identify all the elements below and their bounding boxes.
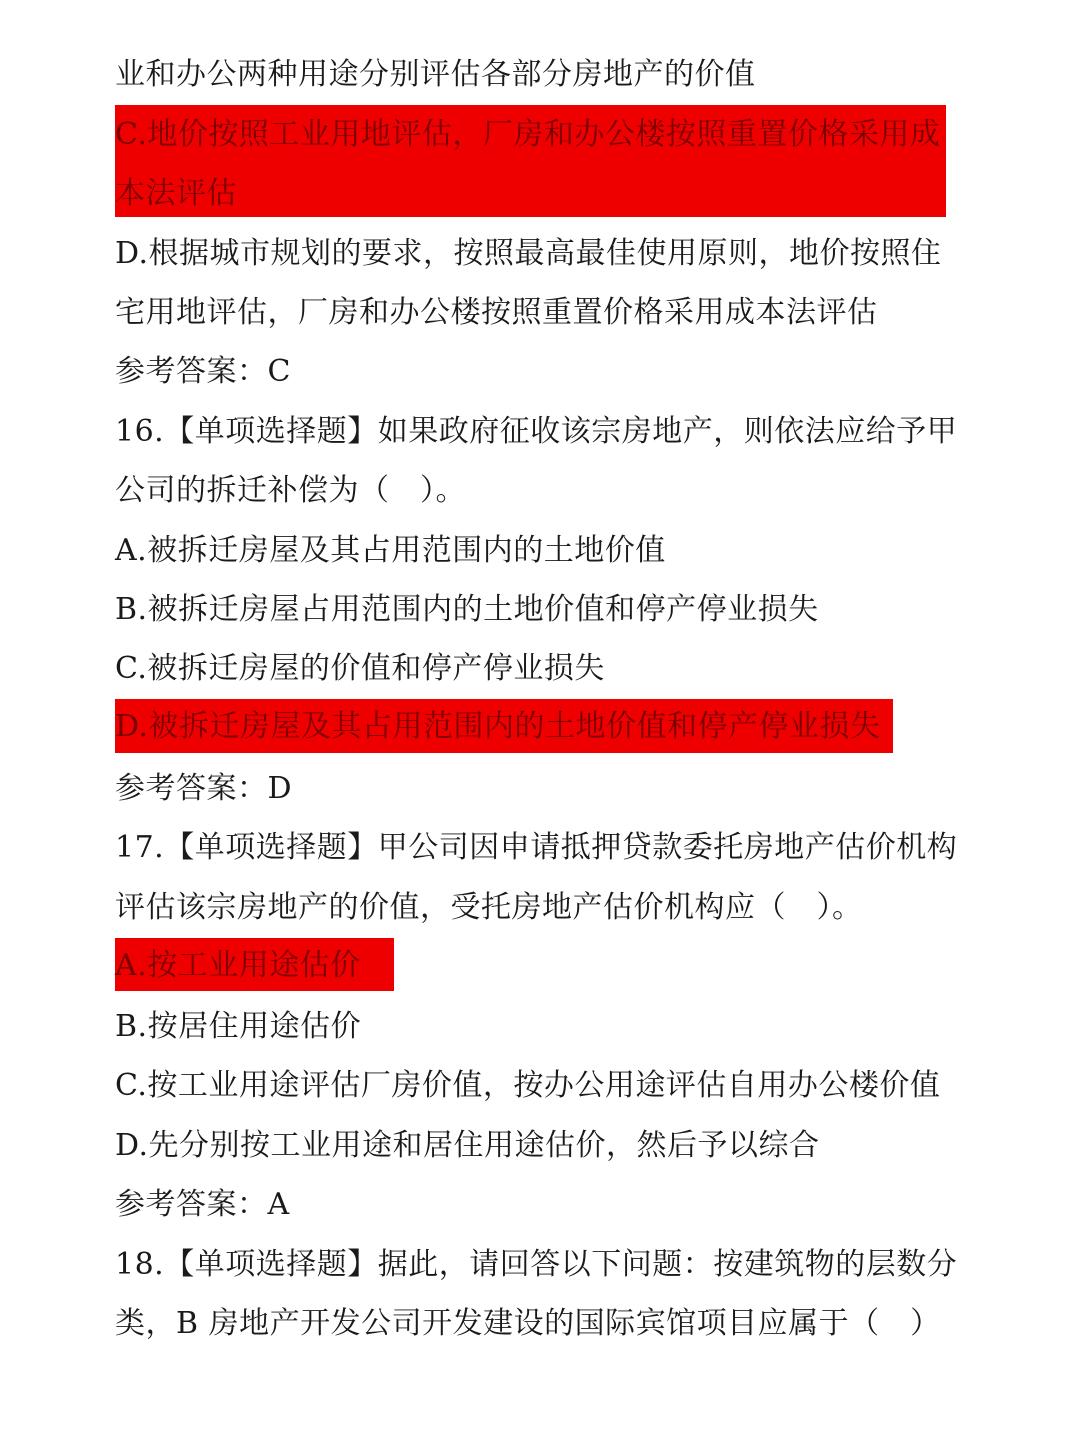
q16-option-c: C.被拆迁房屋的价值和停产停业损失 — [115, 651, 605, 686]
q16-stem-line2: 公司的拆迁补偿为（ ）。 — [115, 473, 466, 508]
q16-stem-line1: 16.【单项选择题】如果政府征收该宗房地产，则依法应给予甲 — [115, 414, 958, 449]
q17-option-d: D.先分别按工业用途和居住用途估价，然后予以综合 — [115, 1128, 820, 1163]
q16-reference-answer: 参考答案：D — [115, 771, 293, 806]
q15-option-d-line2: 宅用地评估，厂房和办公楼按照重置价格采用成本法评估 — [115, 295, 878, 330]
q17-option-a: A.按工业用途估价 — [115, 948, 361, 983]
q17-option-c: C.按工业用途评估厂房价值，按办公用途评估自用办公楼价值 — [115, 1068, 941, 1103]
q17-stem-line2: 评估该宗房地产的价值，受托房地产估价机构应（ ）。 — [115, 890, 863, 925]
q15-option-d-line1: D.根据城市规划的要求，按照最高最佳使用原则，地价按照住 — [115, 236, 942, 271]
q17-stem-line1: 17.【单项选择题】甲公司因申请抵押贷款委托房地产估价机构 — [115, 830, 958, 865]
q15-option-c-line1: C.地价按照工业用地评估，厂房和办公楼按照重置价格采用成 — [115, 117, 941, 152]
q18-stem-line2: 类，B 房地产开发公司开发建设的国际宾馆项目应属于（ ） — [115, 1306, 941, 1341]
q15-option-c-line2: 本法评估 — [115, 176, 237, 211]
q16-option-d: D.被拆迁房屋及其占用范围内的土地价值和停产停业损失 — [115, 709, 881, 744]
q17-reference-answer: 参考答案：A — [115, 1187, 290, 1222]
q15-option-b-continuation: 业和办公两种用途分别评估各部分房地产的价值 — [115, 57, 756, 92]
q18-stem-line1: 18.【单项选择题】据此，请回答以下问题：按建筑物的层数分 — [115, 1247, 958, 1282]
q16-option-a: A.被拆迁房屋及其占用范围内的土地价值 — [115, 533, 666, 568]
q17-option-b: B.按居住用途估价 — [115, 1009, 362, 1044]
q16-option-b: B.被拆迁房屋占用范围内的土地价值和停产停业损失 — [115, 592, 819, 627]
q15-reference-answer: 参考答案：C — [115, 354, 291, 389]
